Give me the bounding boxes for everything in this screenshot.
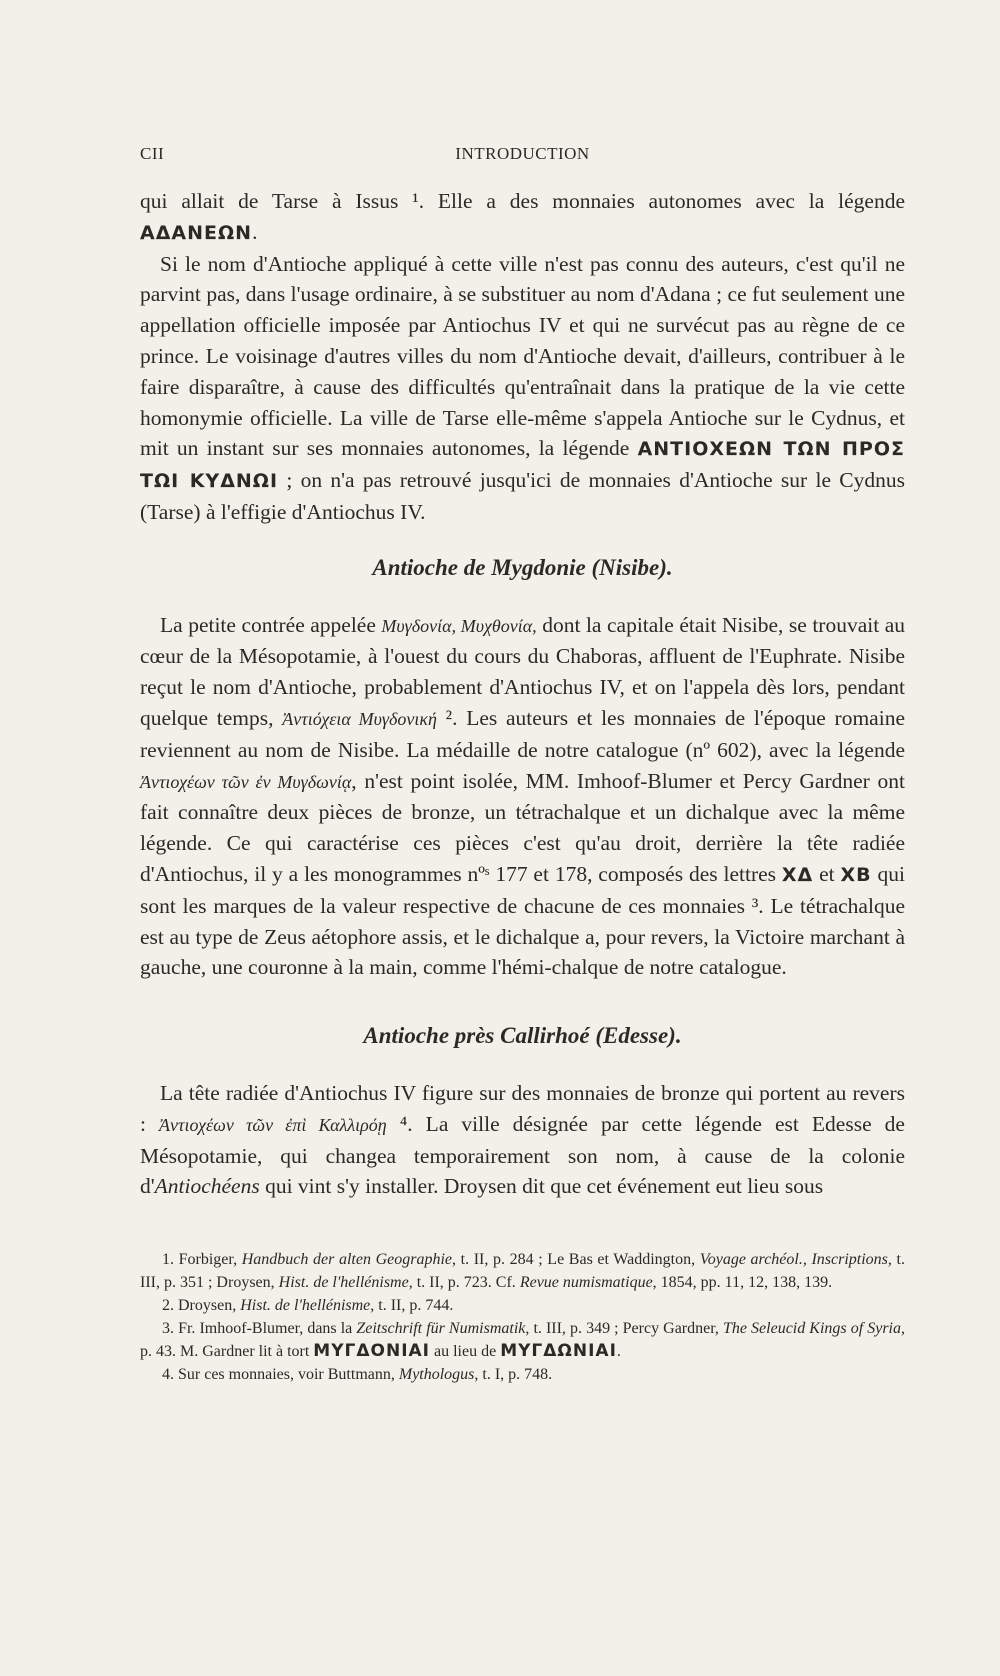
italic-run: Hist. de l'hellénisme [278, 1274, 409, 1291]
section-title-callirhoe: Antioche près Callirhoé (Edesse). [363, 1023, 682, 1049]
text-run: , p. 43. M. Gardner lit à tort [140, 1320, 906, 1360]
greek-word: Ἀντιόχεια Μυγδονική [282, 708, 437, 729]
greek-legend: ΑΝΤΙΟΧΕΩΝ ΤΩΝ ΠΡΟΣ ΤΩΙ ΚΥΔΝΩΙ [140, 438, 905, 493]
greek-legend: ΑΔΑΝΕΩΝ [140, 221, 253, 244]
italic-run: Revue numismatique [519, 1274, 653, 1291]
greek-legend: ΜΥΓΔΟΝΙΑΙ [313, 1341, 430, 1361]
text-run: 4. Sur ces monnaies, voir Buttmann, [162, 1366, 399, 1383]
text-run: Si le nom d'Antioche appliqué à cette ville n'est pas connu des auteurs, c'est qu'il ne parvint pas, dans l'usage ordinaire, à se substituer au nom d'Adana ; ce fut seulement une appellation officielle imposée par Antiochus IV et qui ne survécut pas au règne de ce prince. Le voisinage d'autres villes du nom d'Antioche devait, d'ailleurs, contribuer à le faire disparaître, à cause des difficultés qu'entraînait dans la pratique de la vie cette homonymie officielle. La ville de Tarse elle-même s'appela Antioche sur le Cydnus, et mit un instant sur ses monnaies autonomes, la légende [140, 251, 905, 461]
text-run: , 1854, pp. 11, 12, 138, 139. [652, 1274, 833, 1291]
text-run: , t. III, p. 349 ; Percy Gardner, [525, 1320, 723, 1337]
paragraph [140, 1078, 905, 1202]
greek-word: Ἀντιοχέων τῶν ἐπὶ Καλλιρόῃ [159, 1114, 387, 1135]
paragraph [140, 249, 905, 528]
italic-run: Antiochéens [154, 1174, 260, 1199]
text-run: . [616, 1343, 621, 1360]
text-run: , t. III, p. 351 ; Droysen, [140, 1251, 905, 1291]
italic-run: Mythologus [398, 1366, 475, 1383]
text-run: 3. Fr. Imhoof-Blumer, dans la [162, 1320, 357, 1337]
footnote-2 [140, 1294, 905, 1317]
greek-word: Ἀντιοχέων τῶν ἐν Μυγδωνίᾳ [140, 771, 352, 792]
footnote-4 [140, 1363, 905, 1386]
paragraph [140, 186, 905, 249]
greek-word: Μυγδονία, Μυχθονία, [381, 615, 537, 636]
section-title-mygdonie: Antioche de Mygdonie (Nisibe). [372, 554, 673, 580]
footnotes [140, 1248, 905, 1386]
greek-legend: ΧΒ [840, 863, 872, 886]
italic-run: Voyage archéol., Inscriptions [699, 1251, 888, 1268]
text-run: . [252, 219, 258, 244]
text-run: La petite contrée appelée [160, 612, 382, 637]
text-run: , t. II, p. 284 ; Le Bas et Waddington, [452, 1251, 700, 1268]
text-run: et [813, 861, 841, 886]
text-run: dont la capitale était Nisibe, se trouvait au cœur de la Mésopotamie, à l'ouest du cours du Chaboras, affluent de l'Euphrate. Nisibe reçut le nom d'Antioche, probablement d'Antiochus IV, et on l'appela dès lors, pendant quelque temps, [140, 612, 906, 730]
text-run: ; on n'a pas retrouvé jusqu'ici de monnaies d'Antioche sur le Cydnus (Tarse) à l'effigie d'Antiochus IV. [140, 468, 905, 524]
footnote-1 [140, 1248, 905, 1294]
text-run: ⁴. La ville désignée par cette légende est Edesse de Mésopotamie, qui changea temporairement son nom, à cause de la colonie d' [140, 1111, 905, 1199]
main-text [140, 186, 905, 1202]
text-run: , t. II, p. 723. Cf. [408, 1274, 520, 1291]
greek-legend: ΧΔ [781, 863, 814, 886]
text-run: , n'est point isolée, MM. Imhoof-Blumer et Percy Gardner ont fait connaître deux pièces de bronze, un tétrachalque et un dichalque avec la même légende. Ce qui caractérise ces pièces c'est qu'au droit, derrière la tête radiée d'Antiochus, il y a les monogrammes nºˢ 177 et 178, composés des lettres [140, 768, 905, 886]
text-run: qui sont les marques de la valeur respective de chacune de ces monnaies ³. Le tétrachalque est au type de Zeus aétophore assis, et le dichalque a, pour revers, la Victoire marchant à gauche, une couronne à la main, comme l'hémi-chalque de notre catalogue. [140, 861, 905, 980]
page-number: CII [140, 144, 165, 163]
text-run: 1. Forbiger, [162, 1251, 242, 1268]
paragraph [140, 610, 905, 984]
running-title: INTRODUCTION [455, 144, 590, 163]
italic-run: Handbuch der alten Geographie [241, 1251, 452, 1268]
greek-legend: ΜΥΓΔΩΝΙΑΙ [500, 1341, 617, 1361]
text-run: , t. I, p. 748. [474, 1366, 553, 1383]
italic-run: Hist. de l'hellénisme [240, 1297, 371, 1314]
italic-run: The Seleucid Kings of Syria [722, 1320, 902, 1337]
text-run: qui vint s'y installer. Droysen dit que cet événement eut lieu sous [259, 1174, 824, 1199]
italic-run: Zeitschrift für Numismatik [356, 1320, 526, 1337]
text-run: ². Les auteurs et les monnaies de l'époque romaine reviennent au nom de Nisibe. La médaille de notre catalogue (nº 602), avec la légende [140, 705, 905, 762]
text-run: , t. II, p. 744. [370, 1297, 454, 1314]
footnote-3 [140, 1317, 905, 1363]
text-run: La tête radiée d'Antiochus IV figure sur des monnaies de bronze qui portent au revers : [140, 1080, 905, 1136]
text-run: au lieu de [430, 1343, 501, 1360]
text-run: 2. Droysen, [162, 1297, 241, 1314]
text-run: qui allait de Tarse à Issus ¹. Elle a des monnaies autonomes avec la légende [140, 189, 905, 213]
